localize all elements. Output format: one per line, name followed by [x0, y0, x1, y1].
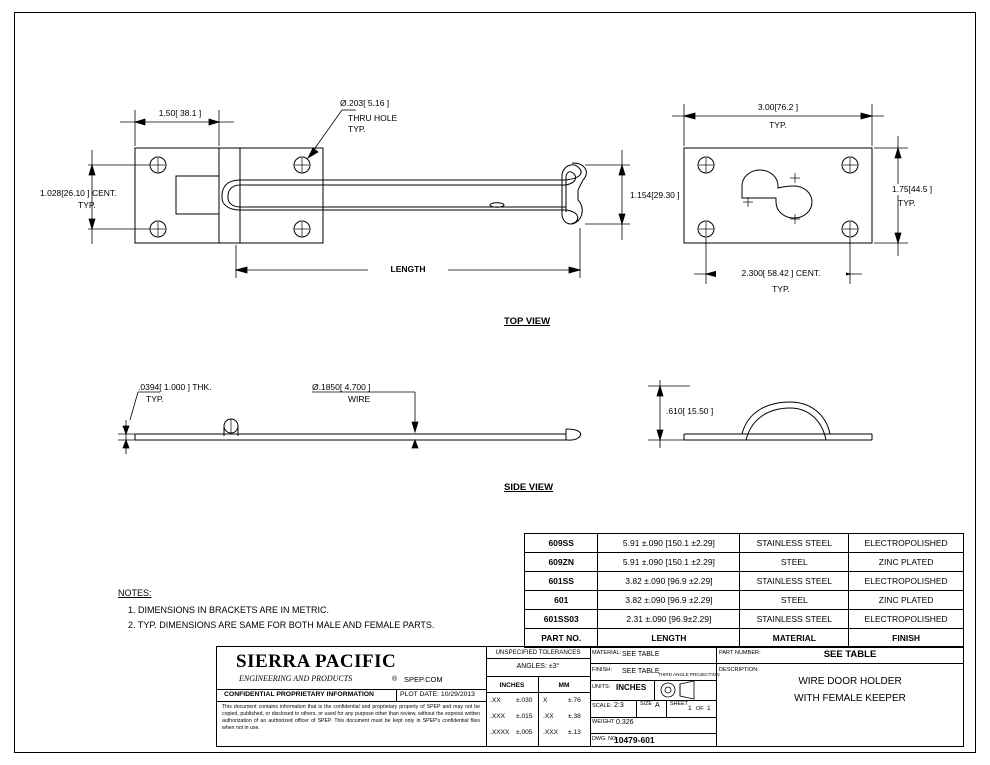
hole-dia-label: Ø.203[ 5.16 ] [340, 98, 390, 108]
note-item-1: 1. DIMENSIONS IN BRACKETS ARE IN METRIC. [128, 605, 330, 615]
cell-finish: ZINC PLATED [849, 591, 964, 610]
material-label: MATERIAL: [592, 650, 622, 656]
size-value: A [655, 702, 660, 709]
sheet-label: SHEET [670, 701, 688, 707]
cell-finish: ELECTROPOLISHED [849, 572, 964, 591]
dwg-no-value: 10479-601 [614, 735, 655, 745]
cell-part-no: 601 [525, 591, 598, 610]
cell-material: STAINLESS STEEL [740, 572, 849, 591]
dim-thickness-typ: TYP. [146, 394, 164, 404]
dim-length-label: LENGTH [368, 264, 448, 275]
dim-keeper-center-label: 2.300[ 58.42 ] CENT. [716, 268, 846, 279]
dim-keeper-width-label: 3.00[76.2 ] [738, 102, 818, 113]
header-length: LENGTH [598, 629, 740, 648]
mm-header: MM [558, 682, 570, 689]
cell-material: STAINLESS STEEL [740, 610, 849, 629]
dim-keeper-height-label: 1.154[29.30 ] [630, 190, 680, 200]
dim-left-center-label: 1.028[26.10 ] CENT. [40, 188, 117, 198]
hole-thru-typ: TYP. [348, 124, 366, 134]
tb-divider-18 [666, 700, 667, 717]
plot-date: PLOT DATE: 10/29/2013 [400, 691, 475, 698]
weight-label: WEIGHT [592, 719, 615, 725]
header-finish: FINISH [849, 629, 964, 648]
cell-part-no: 601SS [525, 572, 598, 591]
dim-thickness-label: .0394[ 1.000 ] THK. [138, 382, 212, 392]
units-value: INCHES [616, 683, 647, 692]
tol-mm-val-3: ±.13 [568, 729, 581, 736]
dim-keeper-width-typ: TYP. [769, 120, 787, 130]
dim-top-width-label: 1.50[ 38.1 ] [158, 108, 202, 118]
part-number-value: SEE TABLE [823, 649, 877, 660]
sheet-of: OF [696, 706, 704, 712]
projection-label: THIRD ANGLE PROJECTION [658, 672, 720, 677]
inches-header: INCHES [499, 682, 525, 689]
dim-keeper-side-label: 1.75[44.5 ] [892, 184, 933, 194]
company-name: SIERRA PACIFIC [236, 651, 397, 672]
company-website: SPEP.COM [404, 675, 443, 684]
units-label: UNITS: [592, 684, 611, 690]
note-item-2: 2. TYP. DIMENSIONS ARE SAME FOR BOTH MALE AND FEMALE PARTS. [128, 620, 435, 630]
cell-length: 2.31 ±.090 [96.9±2.29] [598, 610, 740, 629]
tol-mm-name-3: .XXX [543, 729, 559, 736]
cell-finish: ELECTROPOLISHED [849, 534, 964, 553]
tol-inch-name-2: .XXX [490, 713, 506, 720]
cell-finish: ELECTROPOLISHED [849, 610, 964, 629]
tol-inch-val-3: ±.005 [516, 729, 533, 736]
company-sub: ENGINEERING AND PRODUCTS [239, 674, 353, 683]
header-part-no: PART NO. [525, 629, 598, 648]
cell-length: 5.91 ±.090 [150.1 ±2.29] [598, 534, 740, 553]
tol-mm-val-1: ±.76 [568, 697, 581, 704]
dim-keeper-center-typ: TYP. [772, 284, 790, 294]
material-value: SEE TABLE [622, 651, 660, 658]
cell-length: 3.82 ±.090 [96.9 ±2.29] [598, 591, 740, 610]
tol-inch-name-1: .XX [490, 697, 501, 704]
cell-length: 5.91 ±.090 [150.1 ±2.29] [598, 553, 740, 572]
tolerances-title: UNSPECIFIED TOLERANCES [495, 649, 581, 656]
scale-label: SCALE: [592, 703, 612, 709]
sheet-total: 1 [707, 705, 711, 712]
description-label: DESCRIPTION: [719, 667, 759, 673]
cell-part-no: 609SS [525, 534, 598, 553]
cell-part-no: 601SS03 [525, 610, 598, 629]
dwg-no-label: DWG. NO. [592, 736, 618, 742]
dim-left-center-typ: TYP. [78, 200, 96, 210]
tol-mm-name-1: X [543, 697, 548, 704]
description-line-2: WITH FEMALE KEEPER [794, 693, 906, 704]
cell-material: STEEL [740, 591, 849, 610]
part-number-label: PART NUMBER: [719, 650, 761, 656]
header-material: MATERIAL [740, 629, 849, 648]
cell-part-no: 609ZN [525, 553, 598, 572]
confidential-label: CONFIDENTIAL PROPRIETARY INFORMATION [224, 691, 374, 698]
weight-value: 0.326 [616, 719, 634, 726]
description-line-1: WIRE DOOR HOLDER [798, 676, 902, 687]
company-mark: ® [392, 676, 398, 683]
finish-label: FINISH: [592, 667, 612, 673]
tb-divider-17 [636, 700, 637, 717]
side-view-label: SIDE VIEW [504, 482, 554, 493]
tol-inch-val-2: ±.015 [516, 713, 533, 720]
tb-divider-19 [716, 663, 964, 664]
scale-value: 2:3 [614, 702, 624, 709]
notes-title: NOTES: [118, 588, 152, 598]
sheet-value: 1 [688, 705, 692, 712]
cell-length: 3.82 ±.090 [96.9 ±2.29] [598, 572, 740, 591]
dim-keeper-rise-label: .610[ 15.50 ] [666, 406, 714, 416]
hole-thru-label: THRU HOLE [348, 113, 398, 123]
finish-value: SEE TABLE [622, 668, 660, 675]
dim-keeper-side-typ: TYP. [898, 198, 916, 208]
tol-inch-name-3: .XXXX [490, 729, 510, 736]
angles-text: ANGLES: ±3° [516, 663, 560, 670]
dim-wire-label: WIRE [348, 394, 371, 404]
tol-mm-val-2: ±.38 [568, 713, 581, 720]
size-label: SIZE [640, 701, 652, 707]
disclaimer-text: This document contains information that is the confidential and proprietary property of SPEP and may not be copied, published, or disclosed to others, or used for any purpose other than review, without the express written authorization of an authorized officer of SPEP. This document must be kept only in SPEP's confidential files when not in use. [222, 704, 480, 732]
cell-finish: ZINC PLATED [849, 553, 964, 572]
dim-wire-dia-label: Ø.1850[ 4.700 ] [312, 382, 371, 392]
tol-mm-name-2: .XX [543, 713, 554, 720]
tol-inch-val-1: ±.030 [516, 697, 533, 704]
cell-material: STAINLESS STEEL [740, 534, 849, 553]
cell-material: STEEL [740, 553, 849, 572]
top-view-label: TOP VIEW [504, 316, 551, 327]
